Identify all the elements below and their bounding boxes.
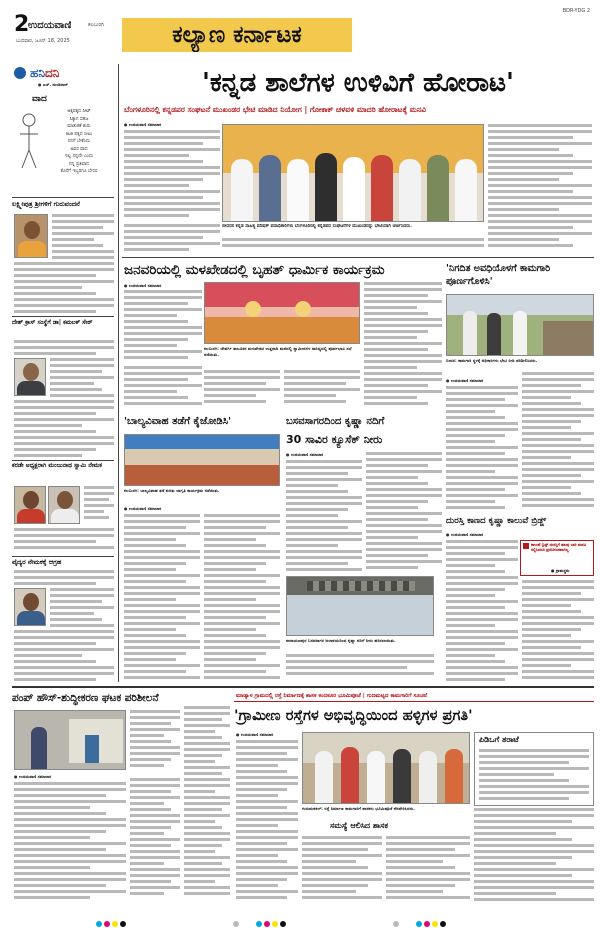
story5-body (286, 460, 362, 574)
brief-photo (14, 486, 46, 524)
lead-body (222, 238, 484, 254)
story7-headline: ಪಂಪ್ ಹೌಸ್-ಶುದ್ಧೀಕರಣ ಘಟಕ ಪರಿಶೀಲನೆ (12, 692, 159, 704)
story5-caption: ನಾರಾಯಣಪುರ ಬಸವಸಾಗರ ಜಲಾಶಯದಿಂದ ಕೃಷ್ಣಾ ನದಿಗೆ ನೀರು ಹರಿಸಲಾಯಿತು. (286, 638, 396, 643)
magenta-dot (264, 921, 270, 927)
story8-caption: ಗುರುಮಠಕಲ್: ರಸ್ತೆ ನಿರ್ಮಾಣ ಕಾಮಗಾರಿಗೆ ಶಾಸಕರು ಭೂಮಿಪೂಜೆ ನೆರವೇರಿಸಿದರು. (302, 806, 415, 811)
person (445, 749, 463, 804)
brief-body (14, 570, 114, 586)
person (455, 159, 477, 222)
lead-headline: 'ಕನ್ನಡ ಶಾಲೆಗಳ ಉಳಿವಿಗೆ ಹೋರಾಟ' (202, 68, 514, 98)
person (487, 313, 501, 356)
story2-byline: ● ಉದಯವಾಣಿ ಸಮಾಚಾರ (124, 283, 162, 288)
story3-body (446, 386, 518, 510)
person (341, 747, 359, 804)
brief-headline: ದೇಶ್ ಕ್ರಾಸ್ ಸಂಸ್ಥೆಗೆ ಡಾ| ಕಮಲಕ್ ಸೇಠ್ (12, 319, 93, 326)
story6-headline: ದುರಸ್ತಿ ಕಾಣದ ಕೃಷ್ಣಾ ಕಾಲುವೆ ಬ್ರಿಡ್ಜ್ (446, 516, 547, 526)
person-body (18, 241, 46, 258)
person (513, 311, 527, 356)
lead-photo (222, 124, 484, 222)
story8-headline: 'ಗ್ರಾಮೀಣ ರಸ್ತೆಗಳ ಅಭಿವೃದ್ಧಿಯಿಂದ ಹಳ್ಳಿಗಳ ಪ್ರಗತಿ' (234, 707, 473, 724)
person (367, 751, 385, 804)
story4-body (124, 514, 200, 682)
story4-body (204, 514, 280, 682)
divider (12, 460, 114, 461)
hanidani-title (30, 66, 59, 80)
poem-line: ನನಗೆ ಬೇಕೆಂದು (67, 139, 91, 144)
brief-body (52, 214, 114, 260)
person-face (23, 491, 39, 509)
divider (12, 686, 594, 688)
city-name: ಕಲಬುರಗಿ (88, 22, 104, 28)
person (245, 301, 261, 317)
person-body (51, 509, 79, 524)
story2-caption: ಕಲಬುರಗಿ: ಜೇವರ್ಗಿ ತಾಲೂಕಿನ ಮಳಖೇಡದ ಉತ್ತರಾದಿ ಮಠದಲ್ಲಿ ಸ್ವಾಮೀಜಿಗಳ ಸಾನಿಧ್ಯದಲ್ಲಿ ಪೂರ್ವಭಾವಿ ಸಭೆ ನಡೆಯಿತು. (204, 346, 352, 357)
story7-byline: ● ಉದಯವಾಣಿ ಸಮಾಚಾರ (14, 774, 52, 779)
yellow-dot (432, 921, 438, 927)
photo-crowd (125, 465, 280, 486)
inset-marker (523, 543, 529, 549)
person (427, 155, 449, 222)
story2-body (364, 282, 442, 408)
lead-body (124, 130, 220, 222)
story6-body (522, 580, 594, 682)
wall (543, 321, 594, 356)
story8-body (474, 808, 594, 904)
page-number: 2 (14, 14, 30, 36)
section-banner: ಕಲ್ಯಾಣ ಕರ್ನಾಟಕ (122, 18, 352, 52)
person (259, 155, 281, 222)
brief-body (14, 528, 114, 554)
story4-caption: ಕಲಬುರಗಿ: ಬಾಲ್ಯವಿವಾಹ ತಡೆ ಕುರಿತು ಜಾಗೃತಿ ಕಾರ್ಯಕ್ರಮ ನಡೆಯಿತು. (124, 488, 220, 493)
poem-line: ಅಕ್ಕಪಕ್ಕದ ಸೀಟ್ (67, 109, 91, 114)
story4-byline: ● ಉದಯವಾಣಿ ಸಮಾಚಾರ (124, 506, 162, 511)
brief-headline: ಕರಡೇ ಅಧ್ಯಕ್ಷರಾಗಿ ಮಂಜುನಾಥ ಸ್ವಾಮಿ ನೇಮಕ (12, 462, 102, 469)
person (343, 157, 365, 222)
poem-line: ಇಲ್ಲ ನನ್ನದೇ ಎಂದು (64, 154, 94, 159)
person (315, 153, 337, 222)
page-code: BDR-YDG 2 (562, 8, 590, 14)
story8-byline: ● ಉದಯವಾಣಿ ಸಮಾಚಾರ (236, 732, 274, 737)
photo-water (287, 595, 434, 636)
person (419, 751, 437, 804)
inset-quote: ಕಾಲುವೆ ಬ್ರಿಡ್ಜ್ ದುರಸ್ತಿಗೆ ಹಲವು ಬಾರಿ ಮನವಿ ಸಲ್ಲಿಸಿದರೂ ಪ್ರಯೋಜನವಾಗಿಲ್ಲ. (531, 542, 587, 552)
brief-body (50, 588, 114, 628)
brief-body (14, 400, 114, 458)
poem-line: ಕೊನೆಗೆ ಇಬ್ಬರಿಗೂ ಬೇಸರ (60, 169, 98, 174)
photo-stage (205, 283, 360, 307)
person (31, 727, 47, 770)
brief-body (50, 358, 114, 398)
gray-dot (393, 921, 399, 927)
story7-body (184, 706, 230, 904)
story6-inset (520, 540, 594, 576)
lead-byline: ● ಉದಯವಾಣಿ ಸಮಾಚಾರ (124, 122, 162, 127)
person-body (17, 381, 45, 396)
hanidani-title-a: ಹನಿ (30, 66, 45, 80)
person (231, 159, 253, 222)
person (393, 749, 411, 804)
divider (12, 556, 114, 557)
yellow-dot (272, 921, 278, 927)
photo-gates (307, 581, 415, 591)
story3-photo (446, 294, 594, 356)
story8-body (386, 836, 470, 904)
story9-headline: ಪಿಡಿಒಗೆ ತರಾಟೆ (479, 735, 519, 744)
story9-body (479, 749, 589, 805)
lead-subhead: ಬೆಂಗಳೂರಿನಲ್ಲಿ ಕನ್ನಡಪರ ಸಂಘಟನೆ ಮುಖಂಡರ ಭೇಟಿ ಮಾಡಿದ ನಿಯೋಗ | ಗೋಕಾಕ್ ಚಳವಳಿ ಮಾದರಿ ಹೋರಾಟಕ್ಕೆ ಮನವಿ (124, 105, 427, 114)
brief-body (14, 262, 114, 314)
cyan-dot (256, 921, 262, 927)
black-dot (120, 921, 126, 927)
story8-kicker-bar (234, 690, 594, 702)
photo-crowd (205, 317, 360, 344)
brief-body (84, 486, 114, 526)
drop-logo-icon (14, 67, 26, 79)
story8-photo (302, 732, 470, 804)
poem-line: ಮಾತುಕತೆ ಶುರು (67, 124, 91, 129)
person (399, 159, 421, 222)
person-face (23, 593, 39, 611)
issue-date: ಬುಧವಾರ, ಜೂನ್ 18, 2025 (16, 38, 70, 44)
hanidani-poem (46, 108, 112, 176)
person-face (24, 221, 40, 239)
hanidani-box (12, 64, 114, 196)
story3-body (522, 372, 594, 510)
black-dot (280, 921, 286, 927)
hanidani-author: ● ಎಚ್. ಡುಂಡಿರಾಜ್ (38, 82, 69, 87)
cyan-dot (416, 921, 422, 927)
brief-photo (48, 486, 80, 524)
poem-line: ನನ್ನ ಪ್ರತಿವಾದ (69, 161, 89, 167)
person (371, 155, 393, 222)
story5-photo (286, 576, 434, 636)
person (295, 301, 311, 317)
brief-photo (14, 358, 46, 396)
story4-headline: 'ಬಾಲ್ಯವಿವಾಹ ತಡೆಗೆ ಕೈಜೋಡಿಸಿ' (124, 416, 232, 427)
story2-photo (204, 282, 360, 344)
story2-body (124, 290, 202, 362)
photo-door (85, 735, 99, 763)
lead-body (124, 224, 220, 254)
hanidani-title-b: ದನಿ (45, 66, 60, 80)
story8-kicker: ಮಾಡ್ಯಾಳ ಗ್ರಾಮದಲ್ಲಿ ರಸ್ತೆ ನಿರ್ಮಾಣಕ್ಕೆ ಶಾಸಕ ಕಂದಕೂರ ಭೂಮಿಪೂಜೆ | ಗುಣಮಟ್ಟದ ಕಾಮಗಾರಿಗೆ ಸೂಚನೆ (236, 693, 428, 699)
brief-headline: ವೈದ್ಯರ ನೇಮಕಕ್ಕೆ ಆಗ್ರಹ (12, 558, 62, 566)
column-divider (118, 64, 119, 682)
magenta-dot (424, 921, 430, 927)
person-body (17, 611, 45, 626)
paper-name: ಉದಯವಾಣಿ (28, 20, 72, 31)
registration-marks (96, 912, 516, 920)
story5-byline: ● ಉದಯವಾಣಿ ಸಮಾಚಾರ (286, 452, 324, 457)
poem-line: ಅವರ ವಾದ (70, 146, 88, 152)
person (463, 311, 477, 356)
photo-banner (125, 435, 280, 449)
story7-body (130, 778, 180, 904)
story9-box (474, 732, 594, 806)
person (287, 159, 309, 222)
poem-line: ಕಿಟಕಿ ಪಕ್ಕದ ಸೀಟು (65, 131, 93, 137)
story8-body (302, 836, 382, 904)
hanidani-head: ವಾದ (32, 94, 47, 104)
story6-body (446, 540, 518, 682)
divider (122, 257, 594, 258)
black-dot (440, 921, 446, 927)
story3-byline: ● ಉದಯವಾಣಿ ಸಮಾಚಾರ (446, 378, 484, 383)
poem-line: ಸಿಕ್ಕಾಗ ಸಹಜ (69, 116, 89, 122)
person-body (17, 509, 45, 524)
story3-caption: ಬೀದರ: ಕಾಮಗಾರಿ ಸ್ಥಳಕ್ಕೆ ಅಧಿಕಾರಿಗಳು ಭೇಟಿ ನೀಡಿ ಪರಿಶೀಲಿಸಿದರು. (446, 358, 538, 363)
person-face (57, 491, 73, 509)
person-face (23, 363, 39, 381)
story3-headline: 'ನಿಗದಿತ ಅವಧಿಯೊಳಗೆ ಕಾಮಗಾರಿ ಪೂರ್ಣಗೊಳಿಸಿ' (446, 263, 551, 287)
story2-body (124, 366, 202, 408)
story8-subhead: ಸಮಸ್ಯೆ ಆಲಿಸಿದ ಶಾಸಕ (330, 821, 388, 830)
story7-photo (14, 710, 126, 770)
divider (12, 316, 114, 317)
story2-body (284, 370, 360, 408)
story5-body (366, 452, 442, 574)
story2-body (204, 370, 280, 408)
magenta-dot (104, 921, 110, 927)
divider (12, 197, 114, 198)
yellow-dot (112, 921, 118, 927)
story4-photo (124, 434, 280, 486)
brief-photo (14, 214, 48, 258)
story2-headline: ಜನವರಿಯಲ್ಲಿ ಮಳಖೇಡದಲ್ಲಿ ಬೃಹತ್ ಧಾರ್ಮಿಕ ಕಾರ್ಯಕ್ರಮ (124, 262, 385, 278)
story7-body (130, 710, 180, 774)
masthead (8, 6, 594, 62)
cartoon-figure-icon (16, 112, 42, 172)
cyan-dot (96, 921, 102, 927)
story5-headline-a: ಬಸವಸಾಗರದಿಂದ ಕೃಷ್ಣಾ ನದಿಗೆ (286, 416, 385, 427)
brief-body (14, 630, 114, 682)
story5-body (286, 654, 434, 682)
story7-body (14, 782, 126, 904)
story8-body (236, 740, 298, 904)
lead-caption: ಬೀದರನ ಕನ್ನಡ ಸಾಹಿತ್ಯ ಪರಿಷತ್ ಪದಾಧಿಕಾರಿಗಳು ಬೆಂಗಳೂರಿನಲ್ಲಿ ಕನ್ನಡಪರ ಸಂಘಟನೆಗಳ ಮುಖಂಡರನ್ನು ಭೇಟಿಯಾಗಿ ಚರ್ಚಿಸಿದರು. (222, 224, 412, 229)
story6-byline: ● ಉದಯವಾಣಿ ಸಮಾಚಾರ (446, 532, 484, 537)
brief-photo (14, 588, 46, 626)
brief-body (14, 340, 114, 356)
person (315, 751, 333, 804)
gray-dot (233, 921, 239, 927)
story5-headline-b: 30 ಸಾವಿರ ಕ್ಯೂಸೆಕ್ ನೀರು (286, 433, 383, 446)
brief-headline: ಲಕ್ಷ್ಮೀಪುತ್ರ ಶ್ರೀಗಳಿಗೆ ಗುರುವಂದನೆ (12, 200, 80, 208)
lead-body (488, 124, 592, 250)
inset-name: ● ಗ್ರಾಮಸ್ಥರು (551, 568, 570, 573)
